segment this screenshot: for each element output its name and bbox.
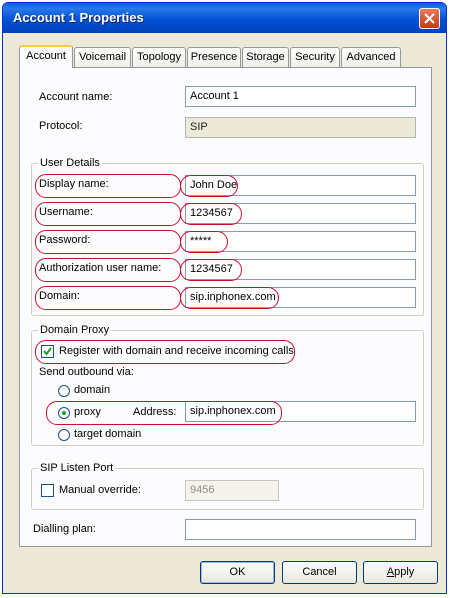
radio-selected-dot [62, 411, 66, 415]
display-name-label: Display name: [39, 178, 109, 190]
close-button[interactable] [419, 8, 440, 29]
cancel-button[interactable]: Cancel [282, 561, 357, 584]
port-input[interactable]: 9456 [185, 480, 279, 501]
username-label: Username: [39, 206, 93, 218]
radio-target-domain-label[interactable]: target domain [74, 428, 142, 440]
domain-proxy-title: Domain Proxy [40, 324, 110, 336]
password-input[interactable]: ***** [185, 231, 416, 252]
username-input[interactable]: 1234567 [185, 203, 416, 224]
auth-user-input[interactable]: 1234567 [185, 259, 416, 280]
proxy-address-input[interactable]: sip.inphonex.com [185, 401, 416, 422]
apply-rest: pply [394, 566, 415, 578]
send-outbound-label: Send outbound via: [39, 366, 134, 378]
tab-security[interactable]: Security [290, 47, 340, 67]
radio-target-domain[interactable] [58, 429, 70, 441]
close-icon [424, 13, 435, 24]
radio-proxy[interactable] [58, 407, 70, 419]
window-title: Account 1 Properties [13, 10, 144, 25]
tab-voicemail[interactable]: Voicemail [74, 47, 131, 67]
apply-accel: A [386, 566, 395, 578]
tab-presence[interactable]: Presence [187, 47, 241, 67]
tab-topology[interactable]: Topology [132, 47, 186, 67]
ok-button[interactable]: OK [200, 561, 275, 584]
tab-account[interactable]: Account [19, 45, 73, 68]
dialling-plan-label: Dialling plan: [33, 523, 96, 535]
apply-button[interactable] [363, 561, 438, 584]
manual-override-checkbox[interactable] [41, 484, 54, 497]
auth-user-label: Authorization user name: [39, 262, 162, 274]
manual-override-label[interactable]: Manual override: [59, 484, 141, 496]
display-name-input[interactable]: John Doe [185, 175, 416, 196]
title-bar[interactable] [3, 3, 446, 33]
radio-proxy-label[interactable]: proxy [74, 406, 101, 418]
tab-storage[interactable]: Storage [242, 47, 289, 67]
account-name-label: Account name: [39, 91, 113, 103]
radio-domain[interactable] [58, 385, 70, 397]
protocol-label: Protocol: [39, 120, 83, 132]
sip-listen-port-title: SIP Listen Port [40, 462, 114, 474]
domain-label: Domain: [39, 290, 80, 302]
user-details-title: User Details [40, 157, 100, 169]
dialling-plan-input[interactable] [185, 519, 416, 540]
register-checkbox[interactable] [41, 345, 54, 358]
radio-domain-label[interactable]: domain [74, 384, 111, 396]
properties-dialog [2, 2, 447, 594]
account-name-input[interactable]: Account 1 [185, 86, 416, 107]
protocol-field: SIP [185, 117, 416, 138]
check-icon [43, 347, 52, 356]
domain-input[interactable]: sip.inphonex.com [185, 287, 416, 308]
tab-advanced[interactable]: Advanced [341, 47, 401, 67]
proxy-address-label: Address: [133, 406, 177, 418]
password-label: Password: [39, 234, 91, 246]
account-tab-panel [19, 67, 432, 547]
register-label[interactable]: Register with domain and receive incoming calls [59, 345, 294, 357]
